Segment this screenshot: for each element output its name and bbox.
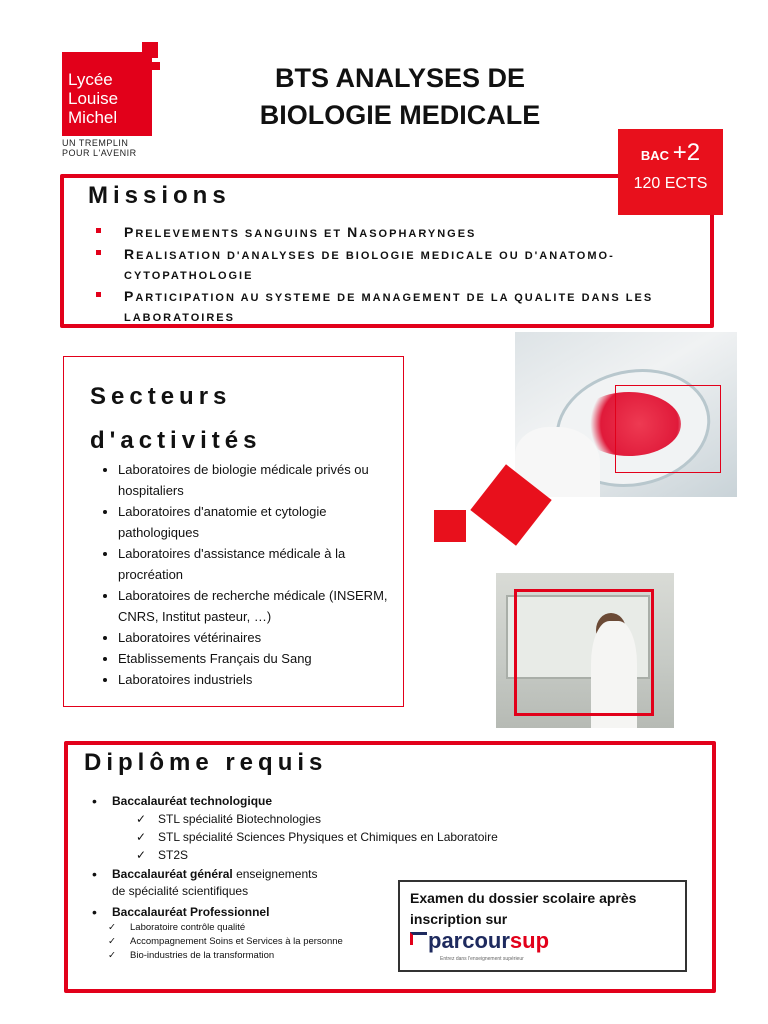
list-item: • Laboratoires de recherche médicale (INSERM, CNRS, Institut pasteur, …) bbox=[118, 585, 408, 627]
list-item: ✓ STL spécialité Sciences Physiques et Chimiques en Laboratoire bbox=[158, 828, 528, 846]
list-item: • Laboratoires d'anatomie et cytologie pathologiques bbox=[118, 501, 408, 543]
badge-ects: 120 ECTS bbox=[633, 175, 708, 192]
diplome-heading: Diplôme requis bbox=[84, 749, 328, 776]
secteurs-box bbox=[63, 356, 404, 707]
list-item: • Laboratoires industriels bbox=[118, 669, 408, 690]
list-item: ✓ STL spécialité Biotechnologies bbox=[158, 810, 528, 828]
secteurs-heading bbox=[90, 375, 261, 463]
page-title bbox=[160, 60, 640, 134]
title-line-2: BIOLOGIE MEDICALE bbox=[259, 100, 541, 130]
logo-line-2: Louise bbox=[68, 89, 119, 108]
logo-tagline bbox=[62, 138, 137, 158]
parcoursup-tagline: Entrez dans l'enseignement supérieur bbox=[440, 956, 524, 962]
missions-list bbox=[94, 222, 694, 328]
list-item: ✓ ST2S bbox=[158, 846, 528, 864]
list-item: • Etablissements Français du Sang bbox=[118, 648, 408, 669]
list-item: • Baccalauréat Professionnel bbox=[88, 904, 528, 921]
list-item: • Baccalauréat technologique bbox=[88, 793, 528, 810]
photo-frame-decor bbox=[615, 385, 721, 473]
secteurs-heading-line-1: Secteurs bbox=[90, 383, 232, 410]
list-item: • Laboratoires de biologie médicale privés ou hospitaliers bbox=[118, 459, 408, 501]
logo-square-decor-small bbox=[152, 62, 160, 70]
exam-text bbox=[410, 888, 636, 930]
exam-line-1: Examen du dossier scolaire après bbox=[410, 890, 637, 906]
list-item: REALISATION D'ANALYSES DE BIOLOGIE MEDICALE OU D'ANATOMO-CYTOPATHOLOGIE bbox=[94, 244, 694, 286]
exam-info-box bbox=[398, 880, 687, 972]
parcoursup-logo[interactable]: parcoursup bbox=[428, 928, 550, 953]
badge-plus: +2 bbox=[672, 139, 701, 166]
tagline-line-1: UN TREMPLIN bbox=[62, 138, 129, 148]
list-item: PARTICIPATION AU SYSTEME DE MANAGEMENT DE LA QUALITE DANS LES LABORATOIRES bbox=[94, 286, 694, 328]
photo-frame-decor-2 bbox=[514, 589, 654, 716]
list-item: ✓ Accompagnement Soins et Services à la personne bbox=[130, 935, 528, 949]
badge-bac: BAC bbox=[640, 148, 670, 163]
missions-heading: Missions bbox=[88, 182, 231, 209]
school-logo bbox=[62, 52, 152, 136]
missions-box bbox=[60, 174, 714, 328]
list-item: PRELEVEMENTS SANGUINS ET NASOPHARYNGES bbox=[94, 222, 694, 244]
list-item: • Laboratoires d'assistance médicale à la procréation bbox=[118, 543, 408, 585]
list-item: • Baccalauréat général enseignements de spécialité scientifiques bbox=[88, 866, 528, 900]
secteurs-list bbox=[94, 459, 408, 690]
logo-line-3: Michel bbox=[68, 108, 118, 127]
list-item: ✓ Bio-industries de la transformation bbox=[130, 949, 528, 963]
red-square-decor-small bbox=[434, 510, 466, 542]
parcoursup-mark-icon bbox=[410, 932, 427, 945]
general-line-2: de spécialité scientifiques bbox=[112, 884, 249, 898]
list-item: ✓ Laboratoire contrôle qualité bbox=[130, 921, 528, 935]
secteurs-heading-line-2: d'activités bbox=[90, 427, 262, 454]
bac-plus-2-badge bbox=[618, 129, 723, 215]
exam-line-2: inscription sur bbox=[410, 911, 508, 927]
list-item: • Laboratoires vétérinaires bbox=[118, 627, 408, 648]
techno-sublist bbox=[88, 810, 528, 864]
title-line-1: BTS ANALYSES DE bbox=[274, 63, 526, 93]
logo-line-1: Lycée bbox=[68, 70, 113, 89]
tagline-line-2: POUR L'AVENIR bbox=[62, 148, 137, 158]
